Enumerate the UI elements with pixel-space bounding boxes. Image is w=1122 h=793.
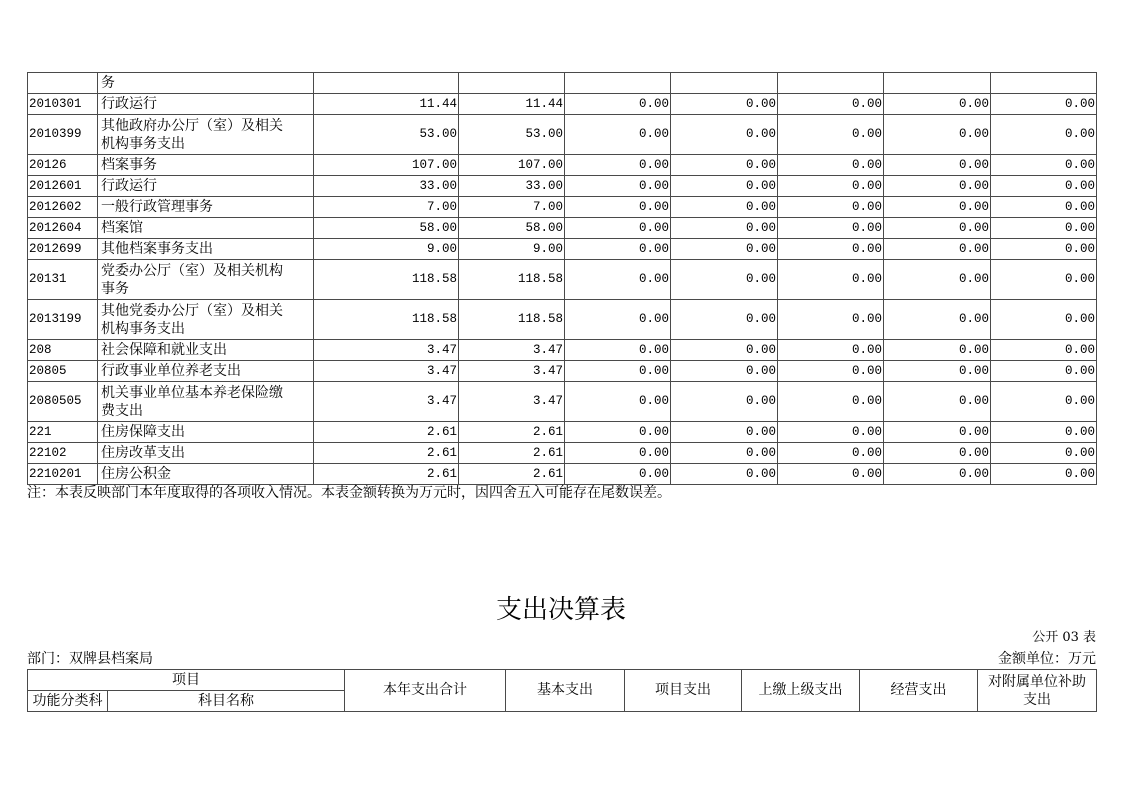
amount-cell: 0.00 — [671, 300, 778, 340]
subject-name-cell: 机关事业单位基本养老保险缴费支出 — [98, 382, 314, 422]
table-row — [28, 176, 1097, 197]
table-row — [28, 300, 1097, 340]
amount-cell — [671, 73, 778, 94]
header-basic: 基本支出 — [506, 670, 625, 712]
amount-unit-label: 金额单位：万元 — [998, 651, 1096, 667]
amount-cell: 0.00 — [671, 340, 778, 361]
table-row — [28, 94, 1097, 115]
amount-cell: 11.44 — [459, 94, 565, 115]
amount-cell: 33.00 — [314, 176, 459, 197]
subject-code-cell: 2012699 — [28, 239, 98, 260]
amount-cell: 3.47 — [459, 361, 565, 382]
header-subsidy: 对附属单位补助支出 — [978, 670, 1097, 712]
subject-code-cell: 2210201 — [28, 464, 98, 485]
department-label: 部门：双牌县档案局 — [27, 651, 153, 667]
amount-cell: 0.00 — [671, 361, 778, 382]
amount-cell: 0.00 — [565, 239, 671, 260]
table-row — [28, 73, 1097, 94]
table-number: 公开 03 表 — [1032, 630, 1096, 645]
amount-cell: 9.00 — [459, 239, 565, 260]
amount-cell: 0.00 — [671, 197, 778, 218]
amount-cell: 2.61 — [459, 443, 565, 464]
subject-name-cell: 住房改革支出 — [98, 443, 314, 464]
amount-cell: 0.00 — [778, 422, 884, 443]
amount-cell: 0.00 — [671, 155, 778, 176]
amount-cell: 0.00 — [671, 115, 778, 155]
amount-cell: 0.00 — [565, 300, 671, 340]
amount-cell: 0.00 — [991, 443, 1097, 464]
amount-cell: 0.00 — [778, 218, 884, 239]
amount-cell: 0.00 — [778, 340, 884, 361]
amount-cell: 0.00 — [565, 443, 671, 464]
amount-cell: 3.47 — [459, 382, 565, 422]
subject-name-cell: 住房保障支出 — [98, 422, 314, 443]
table-footnote: 注：本表反映部门本年度取得的各项收入情况。本表金额转换为万元时，因四舍五入可能存在尾数误差。 — [27, 485, 671, 501]
amount-cell: 3.47 — [459, 340, 565, 361]
amount-cell: 3.47 — [314, 382, 459, 422]
amount-cell: 0.00 — [991, 260, 1097, 300]
amount-cell: 0.00 — [671, 443, 778, 464]
amount-cell: 7.00 — [459, 197, 565, 218]
amount-cell: 0.00 — [778, 361, 884, 382]
amount-cell: 0.00 — [671, 94, 778, 115]
amount-cell: 0.00 — [991, 300, 1097, 340]
amount-cell: 7.00 — [314, 197, 459, 218]
subject-name-cell: 档案馆 — [98, 218, 314, 239]
subject-name-cell: 行政事业单位养老支出 — [98, 361, 314, 382]
expense-report-table — [27, 669, 1097, 712]
amount-cell: 0.00 — [778, 464, 884, 485]
amount-cell: 118.58 — [459, 300, 565, 340]
amount-cell: 118.58 — [459, 260, 565, 300]
amount-cell: 0.00 — [565, 176, 671, 197]
amount-cell: 0.00 — [778, 239, 884, 260]
amount-cell — [884, 73, 991, 94]
subject-name-cell: 住房公积金 — [98, 464, 314, 485]
amount-cell: 0.00 — [991, 218, 1097, 239]
table-row — [28, 260, 1097, 300]
amount-cell: 0.00 — [884, 443, 991, 464]
header-business: 经营支出 — [860, 670, 978, 712]
subject-code-cell: 20805 — [28, 361, 98, 382]
amount-cell: 0.00 — [671, 464, 778, 485]
amount-cell: 2.61 — [314, 464, 459, 485]
amount-cell: 0.00 — [991, 197, 1097, 218]
table-row — [28, 340, 1097, 361]
subject-code-cell — [28, 73, 98, 94]
amount-cell: 0.00 — [884, 176, 991, 197]
header-remit-upper: 上缴上级支出 — [742, 670, 860, 712]
subject-name-cell: 档案事务 — [98, 155, 314, 176]
amount-cell: 0.00 — [991, 176, 1097, 197]
subject-code-cell: 22102 — [28, 443, 98, 464]
amount-cell: 0.00 — [884, 300, 991, 340]
amount-cell — [459, 73, 565, 94]
amount-cell: 0.00 — [991, 239, 1097, 260]
amount-cell: 0.00 — [884, 361, 991, 382]
amount-cell: 0.00 — [884, 155, 991, 176]
amount-cell: 0.00 — [671, 218, 778, 239]
amount-cell: 0.00 — [565, 464, 671, 485]
amount-cell: 0.00 — [991, 94, 1097, 115]
amount-cell: 3.47 — [314, 340, 459, 361]
subject-name-cell: 社会保障和就业支出 — [98, 340, 314, 361]
amount-cell: 0.00 — [565, 94, 671, 115]
subject-code-cell: 2012604 — [28, 218, 98, 239]
subject-name-cell: 其他档案事务支出 — [98, 239, 314, 260]
table-row — [28, 422, 1097, 443]
amount-cell: 0.00 — [884, 239, 991, 260]
subject-name-cell: 行政运行 — [98, 94, 314, 115]
amount-cell: 2.61 — [314, 422, 459, 443]
table-row — [28, 382, 1097, 422]
table-row — [28, 115, 1097, 155]
continued-budget-table — [27, 72, 1097, 485]
amount-cell: 9.00 — [314, 239, 459, 260]
subject-code-cell: 2013199 — [28, 300, 98, 340]
amount-cell: 107.00 — [314, 155, 459, 176]
amount-cell: 0.00 — [565, 115, 671, 155]
amount-cell: 0.00 — [884, 340, 991, 361]
subject-code-cell: 2010301 — [28, 94, 98, 115]
subject-code-cell: 2012601 — [28, 176, 98, 197]
table-row — [28, 239, 1097, 260]
amount-cell: 0.00 — [991, 340, 1097, 361]
header-row — [28, 670, 1097, 691]
amount-cell: 0.00 — [884, 94, 991, 115]
table-row — [28, 155, 1097, 176]
amount-cell — [565, 73, 671, 94]
amount-cell: 0.00 — [991, 464, 1097, 485]
amount-cell: 118.58 — [314, 260, 459, 300]
amount-cell: 118.58 — [314, 300, 459, 340]
amount-cell: 0.00 — [884, 218, 991, 239]
amount-cell: 0.00 — [778, 260, 884, 300]
amount-cell: 0.00 — [565, 218, 671, 239]
subject-name-cell: 务 — [98, 73, 314, 94]
amount-cell: 0.00 — [565, 155, 671, 176]
amount-cell: 0.00 — [565, 260, 671, 300]
amount-cell: 11.44 — [314, 94, 459, 115]
amount-cell: 0.00 — [884, 422, 991, 443]
amount-cell: 0.00 — [884, 464, 991, 485]
subject-name-cell: 行政运行 — [98, 176, 314, 197]
subject-name-cell: 其他政府办公厅（室）及相关机构事务支出 — [98, 115, 314, 155]
amount-cell: 2.61 — [459, 422, 565, 443]
amount-cell: 58.00 — [314, 218, 459, 239]
subject-code-cell: 2012602 — [28, 197, 98, 218]
subject-name-cell: 党委办公厅（室）及相关机构事务 — [98, 260, 314, 300]
table-row — [28, 197, 1097, 218]
subject-code-cell: 221 — [28, 422, 98, 443]
amount-cell: 0.00 — [991, 422, 1097, 443]
amount-cell: 0.00 — [884, 260, 991, 300]
amount-cell: 0.00 — [778, 176, 884, 197]
header-subject-name: 科目名称 — [108, 691, 345, 712]
header-project: 项目支出 — [625, 670, 742, 712]
subject-code-cell: 2080505 — [28, 382, 98, 422]
subject-name-cell: 一般行政管理事务 — [98, 197, 314, 218]
table-row — [28, 443, 1097, 464]
amount-cell: 0.00 — [565, 422, 671, 443]
amount-cell: 0.00 — [671, 260, 778, 300]
amount-cell: 0.00 — [778, 197, 884, 218]
amount-cell: 0.00 — [671, 176, 778, 197]
amount-cell: 0.00 — [671, 382, 778, 422]
table-row — [28, 361, 1097, 382]
amount-cell — [314, 73, 459, 94]
amount-cell: 0.00 — [778, 94, 884, 115]
amount-cell: 2.61 — [459, 464, 565, 485]
amount-cell: 0.00 — [565, 382, 671, 422]
amount-cell: 0.00 — [671, 239, 778, 260]
subject-code-cell: 2010399 — [28, 115, 98, 155]
header-func-code: 功能分类科 — [28, 691, 108, 712]
amount-cell: 0.00 — [778, 443, 884, 464]
subject-code-cell: 20131 — [28, 260, 98, 300]
amount-cell: 0.00 — [884, 115, 991, 155]
amount-cell: 58.00 — [459, 218, 565, 239]
table-row — [28, 218, 1097, 239]
amount-cell: 3.47 — [314, 361, 459, 382]
amount-cell: 0.00 — [991, 155, 1097, 176]
amount-cell: 53.00 — [459, 115, 565, 155]
amount-cell: 0.00 — [778, 382, 884, 422]
amount-cell: 0.00 — [778, 115, 884, 155]
amount-cell: 53.00 — [314, 115, 459, 155]
amount-cell: 0.00 — [778, 155, 884, 176]
amount-cell — [778, 73, 884, 94]
amount-cell: 0.00 — [671, 422, 778, 443]
amount-cell: 33.00 — [459, 176, 565, 197]
header-item: 项目 — [28, 670, 345, 691]
subject-code-cell: 20126 — [28, 155, 98, 176]
subject-name-cell: 其他党委办公厅（室）及相关机构事务支出 — [98, 300, 314, 340]
amount-cell: 0.00 — [991, 361, 1097, 382]
amount-cell: 0.00 — [565, 340, 671, 361]
amount-cell: 0.00 — [884, 382, 991, 422]
amount-cell: 0.00 — [565, 197, 671, 218]
amount-cell: 0.00 — [778, 300, 884, 340]
amount-cell: 107.00 — [459, 155, 565, 176]
amount-cell: 0.00 — [991, 115, 1097, 155]
report-title: 支出决算表 — [495, 595, 626, 625]
amount-cell: 0.00 — [565, 361, 671, 382]
amount-cell: 0.00 — [884, 197, 991, 218]
header-total: 本年支出合计 — [345, 670, 506, 712]
amount-cell: 2.61 — [314, 443, 459, 464]
table-row — [28, 464, 1097, 485]
amount-cell — [991, 73, 1097, 94]
subject-code-cell: 208 — [28, 340, 98, 361]
amount-cell: 0.00 — [991, 382, 1097, 422]
